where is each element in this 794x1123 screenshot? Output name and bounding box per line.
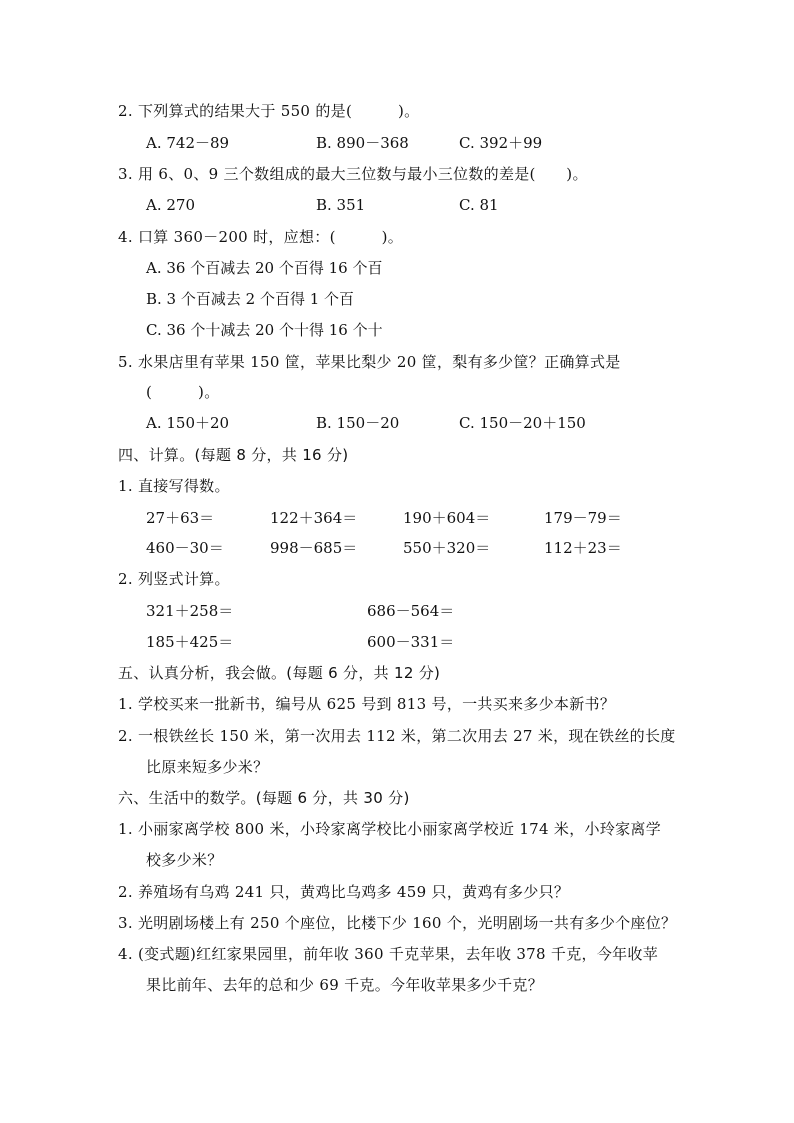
q5-option-a: A. 150＋20 xyxy=(146,414,230,432)
vertical-calc-item: 185＋425＝ xyxy=(146,633,234,651)
section-5-title: 五、认真分析，我会做。(每题 6 分，共 12 分) xyxy=(118,664,441,682)
q2-option-c: C. 392＋99 xyxy=(459,134,543,152)
q3-option-b: B. 351 xyxy=(316,196,366,214)
section-6-q2: 2. 养殖场有乌鸡 241 只，黄鸡比乌鸡多 459 只，黄鸡有多少只？ xyxy=(118,883,570,901)
vertical-calc-item: 600－331＝ xyxy=(367,633,455,651)
section-6-title: 六、生活中的数学。(每题 6 分，共 30 分) xyxy=(118,789,410,807)
calc-item: 460－30＝ xyxy=(146,539,224,557)
calc-item: 179－79＝ xyxy=(544,509,622,527)
section-6-q1-cont: 校多少米？ xyxy=(146,851,223,869)
section-5-q2: 2. 一根铁丝长 150 米，第一次用去 112 米，第二次用去 27 米，现在铁丝的长度 xyxy=(118,727,676,745)
q3-option-a: A. 270 xyxy=(146,196,195,214)
section-4-q1-stem: 1. 直接写得数。 xyxy=(118,477,230,495)
section-5-q2-cont: 比原来短多少米？ xyxy=(146,758,269,776)
vertical-calc-item: 686－564＝ xyxy=(367,602,455,620)
q4-option-a: A. 36 个百减去 20 个百得 16 个百 xyxy=(146,259,383,277)
section-4-q2-stem: 2. 列竖式计算。 xyxy=(118,570,230,588)
q3-option-c: C. 81 xyxy=(459,196,499,214)
calc-item: 998－685＝ xyxy=(270,539,358,557)
section-6-q4: 4. (变式题)红红家果园里，前年收 360 千克苹果，去年收 378 千克，今年收苹 xyxy=(118,945,659,963)
q2-option-b: B. 890－368 xyxy=(316,134,409,152)
calc-item: 190＋604＝ xyxy=(403,509,491,527)
q4-option-c: C. 36 个十减去 20 个十得 16 个十 xyxy=(146,321,383,339)
question-5-stem: 5. 水果店里有苹果 150 筐，苹果比梨少 20 筐，梨有多少筐？正确算式是 xyxy=(118,353,621,371)
question-3-stem: 3. 用 6、0、9 三个数组成的最大三位数与最小三位数的差是( )。 xyxy=(118,165,588,183)
section-6-q1: 1. 小丽家离学校 800 米，小玲家离学校比小丽家离学校近 174 米，小玲家离学 xyxy=(118,820,662,838)
section-4-title: 四、计算。(每题 8 分，共 16 分) xyxy=(118,446,349,464)
q2-option-a: A. 742－89 xyxy=(146,134,230,152)
q4-option-b: B. 3 个百减去 2 个百得 1 个百 xyxy=(146,290,355,308)
question-5-stem-cont: ( )。 xyxy=(146,383,220,401)
calc-item: 122＋364＝ xyxy=(270,509,358,527)
section-6-q3: 3. 光明剧场楼上有 250 个座位，比楼下少 160 个，光明剧场一共有多少个座位？ xyxy=(118,914,677,932)
section-5-q1: 1. 学校买来一批新书，编号从 625 号到 813 号，一共买来多少本新书？ xyxy=(118,695,616,713)
q5-option-c: C. 150－20＋150 xyxy=(459,414,586,432)
calc-item: 27＋63＝ xyxy=(146,509,215,527)
question-4-stem: 4. 口算 360－200 时，应想：( )。 xyxy=(118,228,404,246)
calc-item: 550＋320＝ xyxy=(403,539,491,557)
vertical-calc-item: 321＋258＝ xyxy=(146,602,234,620)
q5-option-b: B. 150－20 xyxy=(316,414,400,432)
calc-item: 112＋23＝ xyxy=(544,539,622,557)
section-6-q4-cont: 果比前年、去年的总和少 69 千克。今年收苹果多少千克？ xyxy=(146,976,544,994)
question-2-stem: 2. 下列算式的结果大于 550 的是( )。 xyxy=(118,102,420,120)
